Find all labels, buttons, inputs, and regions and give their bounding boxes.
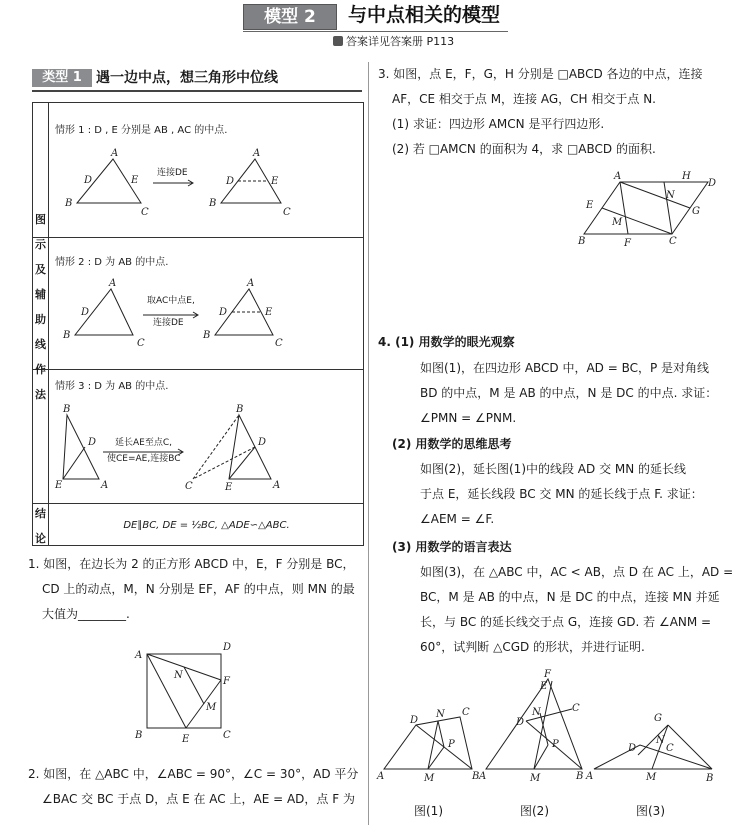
svg-text:B: B xyxy=(203,330,211,341)
svg-text:M: M xyxy=(424,773,435,784)
svg-text:M: M xyxy=(646,772,657,783)
svg-text:B: B xyxy=(706,773,714,784)
svg-text:N: N xyxy=(174,670,183,681)
svg-text:N: N xyxy=(666,190,675,201)
svg-text:M: M xyxy=(206,702,217,713)
svg-text:A: A xyxy=(253,148,261,159)
svg-text:A: A xyxy=(479,771,487,782)
svg-text:A: A xyxy=(586,771,594,782)
p4-line: BD 的中点，M 是 AB 的中点，N 是 DC 的中点. 求证： xyxy=(420,386,718,400)
side-char: 及 xyxy=(35,263,46,276)
type-underline xyxy=(32,90,362,92)
type-title: 遇一边中点，想三角形中位线 xyxy=(96,70,278,86)
problem2-line: ∠BAC 交 BC 于点 D，点 E 在 AC 上，AE = AD，点 F 为 xyxy=(42,792,355,806)
svg-text:C: C xyxy=(223,730,231,741)
answer-reference xyxy=(333,35,454,49)
case1-text: 情形 1 : D , E 分别是 AB , AC 的中点. xyxy=(55,125,228,136)
svg-text:C: C xyxy=(275,338,283,349)
svg-text:C: C xyxy=(572,703,580,714)
p4-line: 如图(1)，在四边形 ABCD 中，AD = BC，P 是对角线 xyxy=(420,361,710,375)
case2-arrow-label-2: 连接DE xyxy=(153,318,184,328)
svg-text:A: A xyxy=(111,148,119,159)
p4-line: 如图(3)，在 △ABC 中，AC < AB，点 D 在 AC 上，AD = xyxy=(420,565,734,579)
column-divider xyxy=(368,62,369,825)
svg-text:E: E xyxy=(540,681,548,692)
svg-text:N: N xyxy=(532,707,541,718)
side-char: 作 xyxy=(35,363,46,376)
side-char: 图 xyxy=(35,213,46,226)
svg-text:G: G xyxy=(654,713,662,724)
svg-text:D: D xyxy=(84,175,93,186)
method-table xyxy=(32,102,364,546)
case3-ae xyxy=(63,447,85,479)
svg-text:A: A xyxy=(247,278,255,289)
svg-text:G: G xyxy=(692,206,700,217)
side-char: 法 xyxy=(35,388,46,401)
svg-text:B: B xyxy=(578,236,586,247)
side-char: 示 xyxy=(35,238,46,251)
table-row-line xyxy=(33,503,363,504)
case3-arrow-label-2: 使CE=AE,连接BC xyxy=(107,454,181,464)
case2-arrow-label-1: 取AC中点E, xyxy=(147,296,195,306)
side-char: 论 xyxy=(35,532,46,545)
problem3 xyxy=(378,62,748,162)
svg-text:C: C xyxy=(185,481,193,492)
problem3-figure xyxy=(572,168,722,248)
case3-text: 情形 3 : D 为 AB 的中点. xyxy=(55,381,169,392)
case2-text: 情形 2 : D 为 AB 的中点. xyxy=(55,257,169,268)
problem1-figure xyxy=(130,636,240,746)
svg-text:E: E xyxy=(182,734,190,745)
p4-line: ∠PMN = ∠PNM. xyxy=(420,411,517,425)
p4-line: 60°，试判断 △CGD 的形状，并进行证明. xyxy=(420,640,645,654)
svg-text:A: A xyxy=(377,771,385,782)
problem1-line: 1. 如图，在边长为 2 的正方形 ABCD 中，E，F 分别是 BC， xyxy=(28,557,355,571)
svg-text:E: E xyxy=(55,480,63,491)
p4-line: 长，与 BC 的延长线交于点 G，连接 GD. 若 ∠ANM = xyxy=(420,615,712,629)
svg-text:F: F xyxy=(223,676,230,687)
title-underline xyxy=(243,31,508,32)
svg-text:B: B xyxy=(65,198,73,209)
problem4-part2 xyxy=(420,457,750,532)
svg-text:B: B xyxy=(472,771,480,782)
side-char: 辅 xyxy=(35,288,46,301)
svg-text:C: C xyxy=(666,743,674,754)
svg-text:N: N xyxy=(656,735,665,746)
fig-caption-3: 图(3) xyxy=(636,804,665,818)
svg-text:A: A xyxy=(101,480,109,491)
page-title: 与中点相关的模型 xyxy=(348,4,501,26)
case3-extend xyxy=(193,447,255,479)
svg-text:C: C xyxy=(669,236,677,247)
svg-text:E: E xyxy=(586,200,594,211)
svg-text:P: P xyxy=(552,739,559,750)
table-figures xyxy=(33,103,363,503)
fig-caption-1: 图(1) xyxy=(414,804,443,818)
svg-text:C: C xyxy=(462,707,470,718)
fig-caption-2: 图(2) xyxy=(520,804,549,818)
svg-text:D: D xyxy=(81,307,90,318)
svg-text:F: F xyxy=(624,238,631,248)
problem1 xyxy=(28,552,364,627)
svg-text:F: F xyxy=(544,669,551,680)
problem4-head3: (3) 用数学的语言表达 xyxy=(392,540,512,554)
svg-text:D: D xyxy=(410,715,419,726)
svg-text:M: M xyxy=(530,773,541,784)
problem1-line: 大值为________. xyxy=(42,607,130,621)
p4-line: ∠AEM = ∠F. xyxy=(420,512,495,526)
svg-text:D: D xyxy=(628,743,637,754)
svg-text:A: A xyxy=(109,278,117,289)
side-char: 助 xyxy=(35,313,46,326)
side-char: 结 xyxy=(35,507,46,520)
svg-text:C: C xyxy=(283,207,291,218)
case1-arrow-label: 连接DE xyxy=(157,168,188,178)
problem2 xyxy=(28,762,368,812)
conclusion-text: DE∥BC, DE = ½BC, △ADE∽△ABC. xyxy=(123,520,290,531)
case3-arrow-label-1: 延长AE至点C, xyxy=(115,438,172,448)
p4-line: 于点 E，延长线段 BC 交 MN 的延长线于点 F. 求证： xyxy=(420,487,703,501)
svg-text:D: D xyxy=(708,178,717,189)
svg-text:C: C xyxy=(141,207,149,218)
svg-text:D: D xyxy=(223,642,232,653)
problem3-q2: (2) 若 □AMCN 的面积为 4，求 □ABCD 的面积. xyxy=(392,142,656,156)
svg-text:D: D xyxy=(226,176,235,187)
model-badge: 模型 2 xyxy=(243,4,337,30)
problem4-figures xyxy=(376,665,752,790)
svg-text:B: B xyxy=(576,771,584,782)
case3-bc xyxy=(193,415,239,479)
svg-text:A: A xyxy=(135,650,143,661)
side-char: 线 xyxy=(35,338,46,351)
svg-text:B: B xyxy=(63,404,71,415)
svg-text:P: P xyxy=(448,739,455,750)
type-badge: 类型 1 xyxy=(32,69,92,87)
answer-ref-text: 答案详见答案册 P113 xyxy=(346,35,455,48)
svg-text:D: D xyxy=(88,437,97,448)
svg-text:D: D xyxy=(516,717,525,728)
problem2-line: 2. 如图，在 △ABC 中，∠ABC = 90°，∠C = 30°，AD 平分 xyxy=(28,767,359,781)
p4-line: 如图(2)，延长图(1)中的线段 AD 交 MN 的延长线 xyxy=(420,462,687,476)
svg-text:E: E xyxy=(271,176,279,187)
problem3-line: AF，CE 相交于点 M，连接 AG，CH 相交于点 N. xyxy=(392,92,656,106)
problem4-head2: (2) 用数学的思维思考 xyxy=(392,437,512,451)
problem4-part1 xyxy=(420,356,750,431)
svg-text:E: E xyxy=(225,482,233,493)
svg-text:N: N xyxy=(436,709,445,720)
svg-text:B: B xyxy=(63,330,71,341)
svg-text:D: D xyxy=(219,307,228,318)
svg-text:B: B xyxy=(135,730,143,741)
search-icon xyxy=(333,36,343,46)
p4-line: BC，M 是 AB 的中点，N 是 DC 的中点，连接 MN 并延 xyxy=(420,590,720,604)
svg-text:M: M xyxy=(612,217,623,228)
problem3-q1: (1) 求证：四边形 AMCN 是平行四边形. xyxy=(392,117,605,131)
problem1-line: CD 上的动点，M，N 分别是 EF，AF 的中点，则 MN 的最 xyxy=(42,582,355,596)
svg-text:A: A xyxy=(273,480,281,491)
svg-text:A: A xyxy=(614,171,622,182)
svg-text:C: C xyxy=(137,338,145,349)
problem4-head1: 4. (1) 用数学的眼光观察 xyxy=(378,335,515,349)
problem4-part3 xyxy=(420,560,750,660)
svg-text:E: E xyxy=(131,175,139,186)
conclusion-label xyxy=(33,501,48,551)
problem3-line: 3. 如图，点 E，F，G，H 分别是 □ABCD 各边的中点，连接 xyxy=(378,67,703,81)
svg-text:E: E xyxy=(265,307,273,318)
svg-text:H: H xyxy=(682,171,691,182)
svg-text:D: D xyxy=(258,437,267,448)
svg-text:B: B xyxy=(236,404,244,415)
svg-text:B: B xyxy=(209,198,217,209)
